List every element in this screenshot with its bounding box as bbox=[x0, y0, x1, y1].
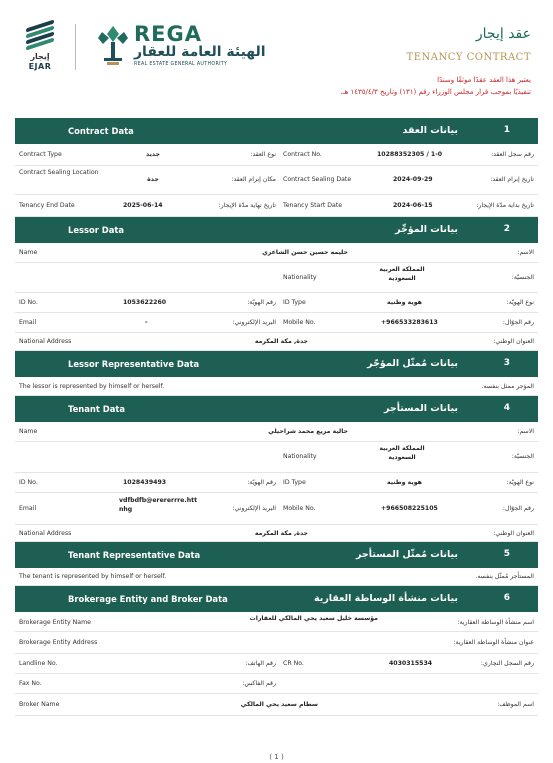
field-label-arabic: العنوان الوطني: bbox=[493, 338, 534, 345]
field-label-english: ID Type bbox=[283, 479, 306, 486]
field-label-english: Contract Type bbox=[19, 151, 62, 158]
section-title-arabic: بيانات مُمثّل المستأجر bbox=[356, 549, 458, 560]
lessor-row-address bbox=[15, 333, 538, 351]
field-label-arabic: رقم الهويّة: bbox=[247, 479, 276, 486]
field-value: جدة bbox=[147, 176, 159, 183]
brokerage-row-address bbox=[15, 632, 538, 654]
field-label-english: CR No. bbox=[283, 660, 304, 667]
field-label-english: Tenancy Start Date bbox=[283, 202, 343, 209]
field-label-english: ID Type bbox=[283, 299, 306, 306]
contract-row-sealing bbox=[15, 166, 538, 195]
field-value: مؤسسة خليل سعيد يحي المالكي للعقارات bbox=[249, 615, 378, 622]
field-value: المملكة العربية السعودية bbox=[379, 266, 425, 282]
field-label-arabic: اسم الموظف: bbox=[497, 701, 534, 708]
section-title-arabic: بيانات مُمثّل المؤجّر bbox=[367, 358, 458, 369]
section-title-english: Brokerage Entity and Broker Data bbox=[68, 594, 228, 604]
document-header bbox=[0, 0, 553, 112]
section-number: 6 bbox=[503, 593, 510, 603]
field-label-english: Name bbox=[19, 428, 38, 435]
section-title-english: Lessor Representative Data bbox=[68, 359, 200, 369]
section-title-arabic: بيانات المؤجِّر bbox=[395, 224, 458, 235]
field-value: حليمه حسين حسن الشاعري bbox=[262, 249, 348, 256]
field-label-arabic: رقم الجوّال: bbox=[502, 319, 534, 326]
field-label-arabic: رقم الهويّة: bbox=[247, 299, 276, 306]
field-value: جدة, مكة المكرمة bbox=[254, 338, 308, 345]
contract-row-dates bbox=[15, 195, 538, 217]
field-label-arabic: اسم منشأة الوساطة العقارية: bbox=[457, 619, 534, 626]
tenant-representative-row bbox=[15, 568, 538, 586]
document-title-english: TENANCY CONTRACT bbox=[406, 52, 531, 63]
field-label-arabic: الاسم: bbox=[517, 249, 534, 256]
field-label-arabic: البريد الإلكتروني: bbox=[232, 505, 276, 512]
page-number: ( 1 ) bbox=[269, 753, 284, 761]
field-label-english: The tenant is represented by himself or herself. bbox=[19, 573, 167, 580]
field-value: +966533283613 bbox=[381, 319, 438, 326]
field-label-english: Contract Sealing Location bbox=[19, 169, 99, 176]
section-title-english: Tenant Representative Data bbox=[68, 550, 201, 560]
field-label-english: Contract No. bbox=[283, 151, 322, 158]
field-value: 1053622260 bbox=[123, 299, 167, 306]
field-label-arabic: رقم الفاكس: bbox=[242, 680, 276, 687]
field-value: 2024-09-29 bbox=[393, 176, 433, 183]
brokerage-row-entity bbox=[15, 612, 538, 632]
field-label-arabic: تاريخ إبرام العقد: bbox=[490, 176, 534, 183]
field-label-english: Email bbox=[19, 319, 37, 326]
field-label-arabic: رقم السجل التجاري: bbox=[480, 660, 534, 667]
field-label-arabic: تاريخ بداية مدّة الإيجار: bbox=[476, 202, 534, 209]
document-title-arabic: عقد إيجار bbox=[475, 26, 531, 42]
field-label-english: Tenancy End Date bbox=[19, 202, 75, 209]
field-value: المملكة العربية السعودية bbox=[379, 445, 425, 461]
tenant-row-address bbox=[15, 525, 538, 542]
lessor-row-name bbox=[15, 243, 538, 263]
logo-divider bbox=[75, 24, 76, 70]
field-label-english: Fax No. bbox=[19, 680, 42, 687]
contract-form bbox=[15, 118, 538, 716]
field-label-arabic: الاسم: bbox=[517, 428, 534, 435]
section-header-tenant-representative bbox=[15, 542, 538, 568]
field-label-english: Contract Sealing Date bbox=[283, 176, 352, 183]
field-label-arabic: رقم سجل العقد: bbox=[491, 151, 534, 158]
field-value: هوية وطنية bbox=[387, 479, 422, 486]
legal-notice-line-2: تنفيذيًا بموجب قرار مجلس الوزراء رقم (١٣١) وتاريخ ١٤٣٥/٤/٣ هـ. bbox=[340, 88, 531, 96]
field-label-english: ID No. bbox=[19, 299, 38, 306]
field-label-english: Mobile No. bbox=[283, 505, 316, 512]
field-label-arabic: الجنسيّة: bbox=[511, 274, 534, 281]
contract-row-type-number bbox=[15, 144, 538, 166]
field-value: +966508225105 bbox=[381, 505, 438, 512]
tenant-row-name bbox=[15, 422, 538, 442]
field-label-arabic: تاريخ نهاية مدّة الإيجار: bbox=[218, 202, 276, 209]
tenant-row-contact bbox=[15, 493, 538, 525]
field-label-arabic: نوع الهويّة: bbox=[506, 479, 534, 486]
field-label-arabic: العنوان الوطني: bbox=[493, 530, 534, 537]
section-number: 2 bbox=[503, 224, 510, 234]
field-label-english: Nationality bbox=[283, 453, 317, 460]
field-label-arabic: نوع الهويّة: bbox=[506, 299, 534, 306]
section-header-brokerage bbox=[15, 586, 538, 612]
ejar-english-wordmark: EJAR bbox=[28, 62, 52, 71]
section-header-contract bbox=[15, 118, 538, 144]
section-number: 1 bbox=[503, 125, 510, 135]
field-label-english: National Address bbox=[19, 530, 72, 537]
field-label-english: Name bbox=[19, 249, 38, 256]
field-value: 10288352305 / 1-0 bbox=[377, 151, 443, 158]
brokerage-row-fax bbox=[15, 674, 538, 694]
tenant-row-id bbox=[15, 473, 538, 493]
section-header-lessor bbox=[15, 217, 538, 243]
field-value: - bbox=[145, 319, 148, 326]
field-label-arabic: المؤجر ممثل بنفسه. bbox=[481, 383, 534, 390]
field-value: 2025-06-14 bbox=[123, 202, 163, 209]
field-value: هوية وطنية bbox=[387, 299, 422, 306]
field-label-arabic: البريد الإلكتروني: bbox=[232, 319, 276, 326]
ejar-arabic-wordmark: إيجار bbox=[30, 52, 50, 61]
field-label-english: Mobile No. bbox=[283, 319, 316, 326]
legal-notice-line-1: يعتبر هذا العقد عقدًا موثقًا وسندًا bbox=[437, 76, 531, 84]
ejar-logo bbox=[22, 22, 58, 72]
section-title-english: Lessor Data bbox=[68, 225, 125, 235]
field-label-english: Landline No. bbox=[19, 660, 58, 667]
lessor-row-nationality bbox=[15, 263, 538, 293]
section-title-english: Contract Data bbox=[68, 126, 134, 136]
field-label-english: Broker Name bbox=[19, 701, 60, 708]
section-title-arabic: بيانات منشأة الوساطة العقارية bbox=[313, 593, 458, 604]
field-value: 2024-06-15 bbox=[393, 202, 433, 209]
field-value: 4030315534 bbox=[389, 660, 433, 667]
field-value: حالية مريع محمد شراحيلي bbox=[268, 428, 348, 435]
field-label-english: Brokerage Entity Name bbox=[19, 619, 91, 626]
section-title-arabic: بيانات المستأجر bbox=[383, 403, 458, 414]
field-label-english: Nationality bbox=[283, 274, 317, 281]
section-number: 5 bbox=[503, 549, 510, 559]
section-number: 4 bbox=[503, 403, 510, 413]
field-value: 1028439493 bbox=[123, 479, 167, 486]
field-label-english: National Address bbox=[19, 338, 72, 345]
field-label-arabic: مكان إبرام العقد: bbox=[231, 176, 276, 183]
section-header-tenant bbox=[15, 396, 538, 422]
section-title-arabic: بيانات العقد bbox=[402, 125, 458, 136]
field-value: سطام سعيد يحي المالكي bbox=[240, 701, 318, 708]
field-label-arabic: عنوان منشأة الوساطة العقارية: bbox=[453, 639, 534, 646]
field-value: جدة, مكة المكرمة bbox=[254, 530, 308, 537]
brokerage-row-broker bbox=[15, 694, 538, 716]
field-value: جديد bbox=[146, 151, 160, 158]
field-label-arabic: الجنسيّة: bbox=[511, 453, 534, 460]
lessor-representative-row bbox=[15, 377, 538, 396]
lessor-row-contact bbox=[15, 313, 538, 333]
field-label-english: Brokerage Entity Address bbox=[19, 639, 98, 646]
section-header-lessor-representative bbox=[15, 351, 538, 377]
field-value: vdfbdfb@erererrre.htt nhg bbox=[119, 497, 198, 513]
tenant-row-nationality bbox=[15, 442, 538, 473]
field-label-english: ID No. bbox=[19, 479, 38, 486]
lessor-row-id bbox=[15, 293, 538, 313]
brokerage-row-phone-cr bbox=[15, 654, 538, 674]
rega-english-name: REAL ESTATE GENERAL AUTHORITY bbox=[134, 62, 228, 67]
field-label-english: Email bbox=[19, 505, 37, 512]
rega-arabic-name: الهيئة العامة للعقار bbox=[134, 44, 266, 60]
section-title-english: Tenant Data bbox=[68, 404, 126, 414]
section-number: 3 bbox=[503, 358, 510, 368]
ejar-bars-icon bbox=[26, 22, 54, 50]
field-label-arabic: نوع العقد: bbox=[250, 151, 276, 158]
field-label-english: The lessor is represented by himself or herself. bbox=[19, 383, 165, 390]
field-label-arabic: المستأجر مُمثّل بنفسه. bbox=[475, 573, 534, 580]
rega-emblem-icon bbox=[96, 22, 130, 68]
rega-wordmark: REGA bbox=[134, 22, 203, 46]
field-label-arabic: رقم الجوّال: bbox=[502, 505, 534, 512]
field-label-arabic: رقم الهاتف: bbox=[245, 660, 276, 667]
